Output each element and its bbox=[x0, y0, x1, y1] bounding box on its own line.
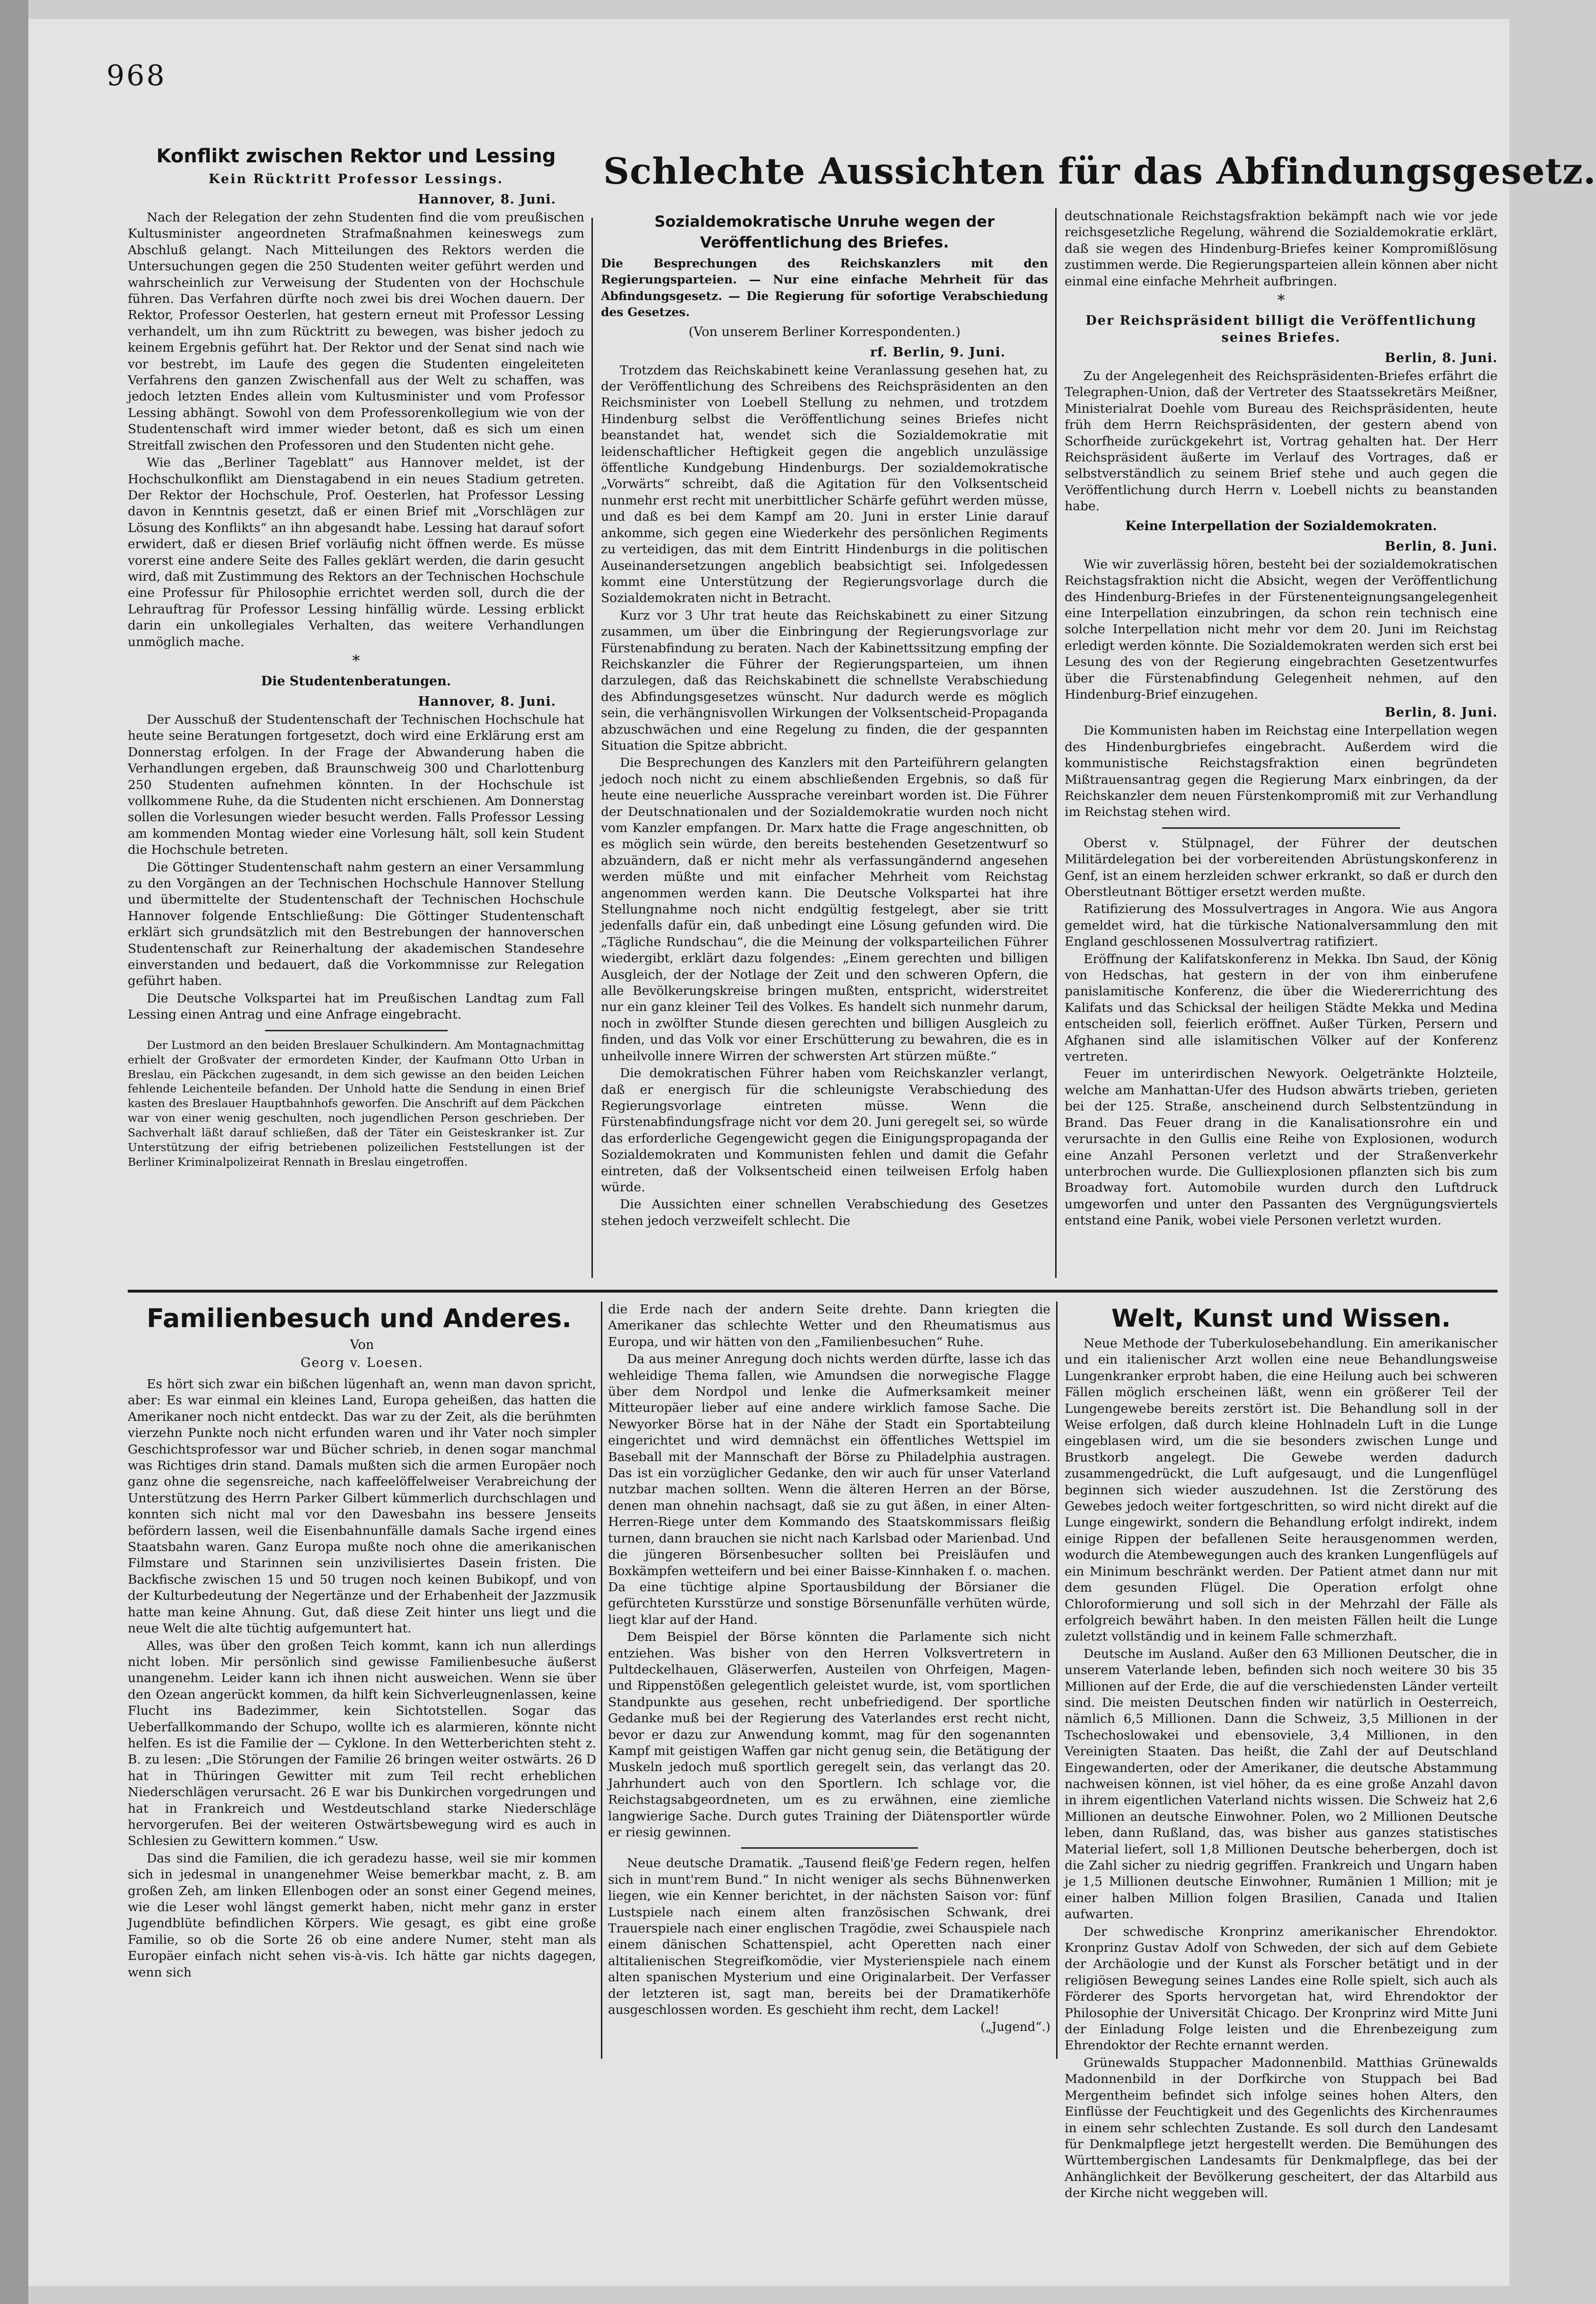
paragraph: Es hört sich zwar ein bißchen lügenhaft an, wenn man davon spricht, aber: Es war einmal ein kleines Land, Europa geheißen, das hatten die Amerikaner noch nicht entdeckt. Das war zu der Zeit, als die berühmten vierzehn Punkte noch nicht erfunden waren und ihr Vater noch simpler Geschichtsprofessor war und Bücher schrieb, in denen sogar manchmal was Richtiges drin stand. Damals mußten sich die armen Europäer noch ganz ohne die segensreiche, nach kaffeelöffelweiser Verabreichung der Unterstützung des Herrn Parker Gilbert kümmerlich durchschlagen und konnten sich nicht mal vor den Dawesbahn ins bessere Jenseits befördern lassen, weil die Eisenbahnunfälle damals Sache irgend eines Staatsbahn waren. Ganz Europa mußte noch ohne die amerikanischen Filmstare und Starinnen sein unzivilisiertes Dasein fristen. Die Backfische zwischen 15 und 50 trugen noch keinen Bubikopf, und von der Kulturbedeutung der Negertänze und der Erhabenheit der Jazzmusik hatte man keine Ahnung. Gut, daß diese Zeit hinter uns liegt und die neue Welt die alte tüchtig aufgemuntert hat. bbox=[128, 1377, 596, 1636]
dateline-berlin-2: Berlin, 8. Juni. bbox=[1384, 539, 1498, 554]
feuilleton-item: Neue deutsche Dramatik. „Tausend fleiß'ge Federn regen, helfen sich in munt'rem Bund.“ In nicht weniger als sechs Bühnenwerken liegen, wie ein Kenner berichtet, in der nächsten Saison vor: fünf Lustspiele nach einem alten französischen Schwank, drei Trauerspiele nach einer englischen Tragödie, zwei Schauspiele nach einem dänischen Schattenspiel, acht Operetten nach einer altitalienischen Stegreifkomödie, vier Mysterienspiele nach einem alten spanischen Mysterium und eine Originalarbeit. Der Verfasser der letzteren ist, sagt man, bereits bei der Dramatikerhöfe ausgeschlossen worden. Es geschieht ihm recht, dem Lackel! bbox=[608, 1856, 1050, 2018]
dateline-hannover: Hannover, 8. Juni. bbox=[418, 192, 556, 207]
paragraph: Zu der Angelegenheit des Reichspräsidenten-Briefes erfährt die Telegraphen-Union, daß der Vertreter des Staatssekretärs Meißner, Ministerialrat Doehle vom Bureau des Reichspräsidenten, heute früh dem Herrn Reichspräsidenten, der gestern abend von Schorfheide zurückgekehrt ist, Vortrag gehalten hat. Der Herr Reichspräsident äußerte im Verlauf des Vortrages, daß er selbstverständlich zu seinem Brief stehe und auch gegen die Veröffentlichung durch Herrn v. Loebell nichts zu beanstanden habe. bbox=[1065, 369, 1498, 514]
column-rule bbox=[601, 1302, 602, 2059]
source-signature: („Jugend“.) bbox=[980, 2020, 1050, 2035]
dateline-hannover-2: Hannover, 8. Juni. bbox=[418, 694, 556, 709]
dateline-berlin: rf. Berlin, 9. Juni. bbox=[870, 345, 1005, 360]
column-rule bbox=[1056, 1302, 1058, 2059]
paragraph: Wie wir zuverlässig hören, besteht bei der sozialdemokratischen Reichstagsfraktion nicht die Absicht, wegen der Veröffentlichung des Hindenburg-Briefes in der Fürstenenteignungsangelegenheit eine Interpellation einzubringen, da schon rein technisch eine solche Interpellation nicht mehr vor dem 20. Juni im Reichstag erledigt werden könnte. Die Sozialdemokraten werden sich erst bei Lesung des von der Regierung eingebrachten Gesetzentwurfes über die Fürstenabfindung Gelegenheit nehmen, auf den Hindenburg-Brief einzugehen. bbox=[1065, 557, 1498, 702]
subhead-reichspraesident: Der Reichspräsident billigt die Veröffentlichung seines Briefes. bbox=[1085, 313, 1477, 346]
paragraph: Der Ausschuß der Studentenschaft der Technischen Hochschule hat heute seine Beratungen fortgesetzt, doch wird eine Erklärung erst am Donnerstag erfolgen. In der Frage der Abwanderung haben die Verhandlungen ergeben, daß Braunschweig 300 und Charlottenburg 250 Studenten aufnehmen könnten. In der Hochschule ist vollkommene Ruhe, da die Studenten nicht erschienen. Am Donnerstag sollen die Vorlesungen wieder besucht werden. Falls Professor Lessing am kommenden Montag wieder eine Vorlesung hält, soll kein Student die Hochschule betreten. bbox=[128, 712, 584, 858]
column-top-right bbox=[1065, 208, 1498, 1278]
section-star: * bbox=[352, 651, 360, 670]
subhead-keine-interpellation: Keine Interpellation der Sozialdemokraten. bbox=[1125, 518, 1437, 533]
paragraph: Wie das „Berliner Tageblatt“ aus Hannover meldet, ist der Hochschulkonflikt am Dienstagabend in ein neues Stadium getreten. Der Rektor der Hochschule, Prof. Oesterlen, hat Professor Lessing davon in Kenntnis gesetzt, daß er einen Brief mit „Vorschlägen zur Lösung des Konflikts“ an ihn abgesandt habe. Lessing hat darauf sofort erwidert, daß er diesen Brief vorläufig nicht öffnen werde. Es müsse vorerst eine andere Seite des Falles geklärt werden, die darin gesucht wird, daß mit Zustimmung des Rektors an der Technischen Hochschule eine Professur für Philosophie errichtet werden soll, durch die der Lehrauftrag für Professor Lessing hinfällig würde. Lessing erblickt darin ein unkollegiales Verhalten, das weitere Verhandlungen unmöglich mache. bbox=[128, 455, 584, 649]
paragraph: die Erde nach der andern Seite drehte. Dann kriegten die Amerikaner das schlechte Wetter und den Rheumatismus aus Europa, und wir hätten von den „Familienbesuchen“ Ruhe. bbox=[608, 1302, 1050, 1349]
headline-familienbesuch: Familienbesuch und Anderes. bbox=[147, 1303, 572, 1333]
column-top-main bbox=[601, 208, 1048, 1278]
column-top-left bbox=[128, 144, 584, 1276]
author-von: Von bbox=[350, 1338, 374, 1352]
paragraph: Die demokratischen Führer haben vom Reichskanzler verlangt, daß er energisch für die schleunigste Verabschiedung des Regierungsvorlage eintreten müsse. Wenn die Fürstenabfindungsfrage nicht vor dem 20. Juni geregelt sei, so würde das erforderliche Gegengewicht gegen die Einigungspropaganda der Sozialdemokraten und Kommunisten fehlen und damit die Gefahr eintreten, daß der Volksentscheid einen teilweisen Erfolg haben würde. bbox=[601, 1066, 1048, 1195]
headline-welt-kunst-wissen: Welt, Kunst und Wissen. bbox=[1111, 1304, 1451, 1333]
paragraph: Trotzdem das Reichskabinett keine Veranlassung gesehen hat, zu der Veröffentlichung des Schreibens des Reichspräsidenten an den Reichsminister von Loebell Stellung zu nehmen, und trotzdem Hindenburg selbst die Veröffentlichung seines Briefes nicht beanstandet hat, wendet sich die Sozialdemokratie mit leidenschaftlicher Heftigkeit gegen die angeblich unzulässige öffentliche Kundgebung Hindenburgs. Der sozialdemokratische „Vorwärts“ schreibt, daß die Agitation für den Volksentscheid nunmehr erst recht mit unerbittlicher Schärfe geführt werden müsse, und daß es bei dem Kampf am 20. Juni in erster Linie darauf ankomme, sich gegen eine Wiederkehr des persönlichen Regiments zu verteidigen, das mit dem Eintritt Hindenburgs in die politischen Auseinandersetzungen angeblich beabsichtigt sei. Infolgedessen kommt eine Unterstützung der Regierungsvorlage durch die Sozialdemokraten nicht in Betracht. bbox=[601, 363, 1048, 606]
paragraph: Der schwedische Kronprinz amerikanischer Ehrendoktor. Kronprinz Gustav Adolf von Schweden, der sich auf dem Gebiete der Archäologie und der Kunst als Forscher betätigt und in der religiösen Bewegung seines Landes eine Rolle spielt, sich auch als Förderer des Sports hervorgetan hat, wird Ehrendoktor der Philosophie der Universität Chicago. Der Kronprinz wird Mitte Juni der Einladung Folge leisten und die Ehrenbezeigung zum Ehrendoktor der Rechte ernannt werden. bbox=[1065, 1924, 1498, 2053]
paragraph: Kurz vor 3 Uhr trat heute das Reichskabinett zu einer Sitzung zusammen, um über die Einbringung der Regierungsvorlage zur Fürstenabfindung zu beraten. Nach der Kabinettssitzung empfing der Reichskanzler die Führer der Regierungsparteien, um ihnen darzulegen, daß das Reichskabinett die schnellste Verabschiedung des Abfindungsgesetzes wünscht. Nur dadurch werde es möglich sein, die verhängnisvollen Wirkungen der Volksentscheid-Propaganda abzuschwächen und eine Regelung zu finden, die der gespannten Situation die Spitze abbricht. bbox=[601, 608, 1048, 753]
subhead-kein-ruecktritt: Kein Rücktritt Professor Lessings. bbox=[208, 172, 504, 186]
paragraph: Alles, was über den großen Teich kommt, kann ich nun allerdings nicht loben. Mir persönlich sind gewisse Familienbesuche äußerst unangenehm. Leider kann ich ihnen nicht ausweichen. Wenn sie über den Ozean angerückt kommen, da hilft kein Sichverleugnenlassen, keine Flucht ins Badezimmer, kein Sichtotstellen. Sogar das Ueberfallkommando der Schupo, wollte ich es alarmieren, könnte nicht helfen. Es ist die Familie der — Cyklone. In den Wetterberichten steht z. B. zu lesen: „Die Störungen der Familie 26 bringen weiter ostwärts. 26 D hat in Thüringen Gewitter mit zum Teil recht erheblichen Niederschlägen verursacht. 26 E war bis Dunkirchen vorgedrungen und hat in Frankreich und Westdeutschland starke Niederschläge hervorgerufen. Bei der weiteren Ostwärtsbewegung wird es auch in Schlesien zu Gewittern kommen.“ Usw. bbox=[128, 1638, 596, 1849]
paragraph: deutschnationale Reichstagsfraktion bekämpft nach wie vor jede reichsgesetzliche Regelung, während die Sozialdemokratie erklärt, daß sie wegen des Hindenburg-Briefes keiner Kompromißlösung zustimmen werde. Die Regierungsparteien allein können aber nicht einmal eine einfache Mehrheit aufbringen. bbox=[1065, 209, 1498, 289]
paragraph: Da aus meiner Anregung doch nichts werden dürfte, lasse ich das wehleidige Thema fallen, wie Amundsen die norwegische Flagge über dem Nordpol und lenke die Aufmerksamkeit meiner Mitteuropäer lieber auf eine andere wirklich famose Sache. Die Newyorker Börse hat in der Nähe der Stadt ein Sportabteilung eingerichtet und wird demnächst ein öffentliches Wettspiel im Baseball mit der Mannschaft der Börse zu Philadelphia austragen. Das ist ein vorzüglicher Gedanke, den wir auch für unser Vaterland nutzbar machen sollten. Wenn die älteren Herren an der Börse, denen man ohnehin nachsagt, daß sie zu gut äßen, in einer Alten-Herren-Riege unter dem Kommando des Staatskommissars fleißig turnen, dann brauchen sie nicht nach Karlsbad oder Marienbad. Und die jüngeren Börsenbesucher sollten bei Preisläufen und Boxkämpfen wetteifern und bei einer Baisse-Kinnhaken f. o. machen. Da eine tüchtige alpine Sportausbildung der Börsianer die gefürchteten Kursstürze und sonstige Börsenunfälle verhüten würde, liegt klar auf der Hand. bbox=[608, 1352, 1050, 1627]
paragraph: Die Aussichten einer schnellen Verabschiedung des Gesetzes stehen jedoch verzweifelt schlecht. Die bbox=[601, 1197, 1048, 1228]
page-number: 968 bbox=[106, 59, 167, 92]
paragraph: Die Besprechungen des Kanzlers mit den Parteiführern gelangten jedoch noch nicht zu einem abschließenden Ergebnis, so daß für heute eine neuerliche Aussprache vereinbart worden ist. Die Führer der Deutschnationalen und der Sozialdemokratie wurden noch nicht vom Kanzler empfangen. Dr. Marx hatte die Frage angeschnitten, ob es möglich sein würde, den bereits bestehenden Gesetzentwurf so abzuändern, daß er nicht mehr als verfassungändernd angesehen werden müßte und mit einfacher Mehrheit vom Reichstag angenommen werden kann. Die Deutsche Volkspartei hat ihre Stellungnahme noch nicht endgültig festgelegt, aber sie tritt jedenfalls dafür ein, daß unbedingt eine Lösung gefunden wird. Die „Tägliche Rundschau“, die die Meinung der volksparteilichen Führer wiedergibt, erklärt dazu folgendes: „Einem gerechten und billigen Ausgleich, der der Notlage der Zeit und den schweren Opfern, die alle Bevölkerungskreise bringen mußten, entspricht, widerstreitet nur ein ganz kleiner Teil des Volkes. Es handelt sich nunmehr darum, noch in zwölfter Stunde diesen gerechten und billigen Ausgleich zu finden, und das Volk vor einer Erschütterung zu bewahren, die es in unheilvolle innere Wirren der schwersten Art stürzen müßte.“ bbox=[601, 755, 1048, 1063]
paragraph-lustmord: Der Lustmord an den beiden Breslauer Schulkindern. Am Montagnachmittag erhielt der Großvater der ermordeten Kinder, der Kaufmann Otto Urban in Breslau, ein Päckchen zugesandt, in dem sich gewisse an den beiden Leichen fehlende Leichenteile befanden. Der Unhold hatte die Sendung in einen Brief kasten des Breslauer Hauptbahnhofs geworfen. Die Anschrift auf dem Päckchen war von einer wenig geschulten, noch jugendlichen Person geschrieben. Der Sachverhalt läßt darauf schließen, daß der Täter ein Geisteskranker ist. Zur Unterstützung der eifrig betriebenen polizeilichen Feststellungen ist der Berliner Kriminalpolizeirat Rennath in Breslau eingetroffen. bbox=[128, 1038, 584, 1169]
paragraph: Grünewalds Stuppacher Madonnenbild. Matthias Grünewalds Madonnenbild in der Dorfkirche von Stuppach bei Bad Mergentheim befindet sich infolge seines hohen Alters, den Einflüsse der Feuchtigkeit und des Gegenlichts des Kirchenraumes in einem sehr schlechten Zustande. Es soll durch den Landesamt für Denkmalpflege jetzt hergestellt werden. Die Bemühungen des Württembergischen Landesamts für Denkmalpflege, das bei der Anhänglichkeit der Bevölkerung gescheitert, der das Altarbild aus der Kirche nicht weggeben will. bbox=[1065, 2055, 1498, 2201]
byline: (Von unserem Berliner Korrespondenten.) bbox=[688, 324, 961, 339]
column-rule bbox=[591, 218, 593, 1278]
author-name: Georg v. Loesen. bbox=[300, 1356, 423, 1370]
paragraph: Das sind die Familien, die ich geradezu hasse, weil sie mir kommen sich in jedesmal in unangenehmer Weise bemerkbar macht, z. B. am großen Zeh, am linken Ellenbogen oder an sonst einer Gegend meines, wie die Leser wohl längst gemerkt haben, nicht mehr ganz in erster Jugendblüte befindlichen Körpers. Wie gesagt, es gibt eine große Familie, so ob die Sorte 26 ob eine andere Numer, steht man als Europäer einfach nicht sehen vis-à-vis. Ich hätte gar nichts dagegen, wenn sich bbox=[128, 1851, 596, 1980]
separator-line bbox=[741, 1847, 918, 1849]
newspaper-page bbox=[28, 19, 1596, 2286]
headline-konflikt: Konflikt zwischen Rektor und Lessing bbox=[156, 145, 556, 167]
section-divider bbox=[128, 1290, 1498, 1293]
paragraph: Dem Beispiel der Börse könnten die Parlamente sich nicht entziehen. Was bisher von den Herren Volksvertretern in Pultdeckelhauen, Gläserwerfen, Austeilen von Ohrfeigen, Magen- und Rippenstößen gelegentlich geleistet wurde, ist, vom sportlichen Standpunkte aus gesehen, recht unbefriedigend. Der sportliche Gedanke muß bei der Regierung des Vaterlandes erst recht nicht, bevor er dazu zur Anwendung kommt, mag für den sogenannten Kampf mit geistigen Waffen gar nicht genug sein, die Betätigung der Muskeln jedoch muß sportlich geregelt sein, das verlangt das 20. Jahrhundert auch von den Sportlern. Ich schlage vor, die Reichstagsabgeordneten, um es zu erwähnen, eine ziemliche langwierige Sache. Durch gutes Training der Diätensportler würde er riesig gewinnen. bbox=[608, 1630, 1050, 1840]
scan-left-edge bbox=[0, 0, 28, 2304]
column-rule bbox=[1055, 208, 1057, 1278]
paragraph: Neue Methode der Tuberkulosebehandlung. Ein amerikanischer und ein italienischer Arzt wollen eine neue Behandlungsweise Lungenkranker erprobt haben, die eine Heilung auch bei schweren Fällen möglich erscheinen läßt, wenn ein größerer Teil der Lungengewebe bereits zerstört ist. Die Behandlung soll in der Weise erfolgen, daß durch kleine Hohlnadeln Luft in die Lunge eingeblasen wird, um die sie besonders zwischen Lunge und Brustkorb angelegt. Die Gewebe werden dadurch zusammengedrückt, die Luft aufgesaugt, und die Lungenflügel beginnen sich wieder auszudehnen. Ist die Zerstörung des Gewebes jedoch weiter fortgeschritten, so wird nicht direkt auf die Lunge eingewirkt, sondern die Behandlung erfolgt indirekt, indem einige Rippen der befallenen Seite herausgenommen werden, wodurch die Atembewegungen auch des kranken Lungenflügels auf ein Minimum beschränkt werden. Der Patient atmet dann nur mit dem gesunden Flügel. Die Operation erfolgt ohne Chloroformierung und soll sich in der Mehrzahl der Fälle als erfolgreich bewährt haben. In den meisten Fällen heilt die Lunge zuletzt vollständig und in keinem Falle schmerzhaft. bbox=[1065, 1336, 1498, 1644]
dateline-berlin-3: Berlin, 8. Juni. bbox=[1384, 705, 1498, 720]
section-star: * bbox=[1277, 291, 1285, 310]
separator-line bbox=[265, 1030, 448, 1031]
column-bottom-right bbox=[1065, 1302, 1498, 2201]
news-item: Feuer im unterirdischen Newyork. Oelgetränkte Holzteile, welche am Manhattan-Ufer des Hudson abwärts trieben, gerieten bei der 125. Straße, anscheinend durch Selbstentzündung in Brand. Das Feuer drang in die Kanalisationsrohre ein und verursachte in den Gullis eine Reihe von Explosionen, wodurch eine Anzahl Personen verletzt und der Straßenverkehr unterbrochen wurde. Die Gulliexplosionen pflanzten sich bis zum Broadway fort. Automobile wurden durch den Luftdruck umgeworfen und unter den Passanten des Vergnügungsviertels entstand eine Panik, wobei viele Personen verletzt wurden. bbox=[1065, 1066, 1498, 1228]
column-bottom-left bbox=[128, 1302, 596, 2068]
deck-text: Die Besprechungen des Reichskanzlers mit den Regierungsparteien. — Nur eine einfache Mehrheit für das Abfindungsgesetz. — Die Regierung für sofortige Verabschiedung des Gesetzes. bbox=[601, 257, 1048, 319]
news-item: Ratifizierung des Mossulvertrages in Angora. Wie aus Angora gemeldet wird, hat die türkische Nationalversammlung den mit England geschlossenen Mossulvertrag ratifiziert. bbox=[1065, 902, 1498, 949]
paragraph: Die Göttinger Studentenschaft nahm gestern an einer Versammlung zu den Vorgängen an der Technischen Hochschule Hannover Stellung und übermittelte der Studentenschaft der Technischen Hochschule Hannover folgende Entschließung: Die Göttinger Studentenschaft erklärt sich grundsätzlich mit den Bestrebungen der hannoverschen Studentenschaft zur Reinerhaltung der akademischen Standesehre einverstanden und bedauert, daß die Vorkommnisse zur Relegation geführt haben. bbox=[128, 860, 584, 989]
news-item: Oberst v. Stülpnagel, der Führer der deutschen Militärdelegation bei der vorbereitenden Abrüstungskonferenz in Genf, ist an einem herzleiden schwer erkrankt, so daß er durch den Oberstleutnant Böttiger ersetzt werden mußte. bbox=[1065, 835, 1498, 899]
dateline-berlin-1: Berlin, 8. Juni. bbox=[1384, 351, 1498, 366]
banner-headline: Schlechte Aussichten für das Abfindungsgesetz. bbox=[603, 150, 1596, 192]
news-item: Eröffnung der Kalifatskonferenz in Mekka. Ibn Saud, der König von Hedschas, hat gestern in der von ihm einberufene panislamitische Konferenz, die über die Wiedererrichtung des Kalifats und das Schicksal der heiligen Städte Mekka und Medina entscheiden soll, feierlich eröffnet. Außer Türken, Persern und Afghanen sind alle islamitischen Völker auf der Konferenz vertreten. bbox=[1065, 951, 1498, 1064]
column-bottom-middle bbox=[608, 1302, 1050, 2068]
subhead-sozialdemokratische-unruhe: Sozialdemokratische Unruhe wegen der Veröffentlichung des Briefes. bbox=[654, 213, 995, 251]
separator-line bbox=[1162, 827, 1400, 829]
paragraph: Nach der Relegation der zehn Studenten find die vom preußischen Kultusminister angeordneten Strafmaßnahmen keineswegs zum Abschluß gelangt. Nach Mitteilungen des Rektors werden die Untersuchungen gegen die 250 Studenten weiter geführt werden und wahrscheinlich zur Verweisung der Studenten von der Hochschule führen. Das Verfahren dürfte noch zwei bis drei Wochen dauern. Der Rektor, Professor Oesterlen, hat gestern erneut mit Professor Lessing verhandelt, um ihn zum Rücktritt zu bewegen, was bisher jedoch zu keinem Ergebnis geführt hat. Der Rektor und der Senat sind nach wie vor bestrebt, im Laufe des gegen die Studenten eingeleiteten Verfahrens den ganzen Zwischenfall aus der Welt zu schaffen, was jedoch letzten Endes allein vom Kultusminister und vom Professor Lessing abhängt. Sowohl von dem Professorenkollegium wie von der Studentenschaft wird immer wieder betont, daß es sich um einen Streitfall zwischen den Professoren und den Studenten nicht gehe. bbox=[128, 210, 584, 453]
paragraph: Die Deutsche Volkspartei hat im Preußischen Landtag zum Fall Lessing einen Antrag und eine Anfrage eingebracht. bbox=[128, 991, 584, 1022]
paragraph: Deutsche im Ausland. Außer den 63 Millionen Deutscher, die in unserem Vaterlande leben, befinden sich noch weitere 30 bis 35 Millionen auf der Erde, die auf die verschiedensten Länder verteilt sind. Die meisten Deutschen finden wir natürlich in Oesterreich, nämlich 6,5 Millionen. Dann die Schweiz, 3,5 Millionen in der Tschechoslowakei und ebensoviele, 3,4 Millionen, in den Vereinigten Staaten. Das heißt, die Zahl der auf Deutschland Eingewanderten, oder der Amerikaner, die deutsche Abstammung nachweisen können, ist viel höher, da es eine große Anzahl davon in ihrem eigentlichen Vaterland nichts wissen. Die Schweiz hat 2,6 Millionen an deutsche Einwohner. Polen, wo 2 Millionen Deutsche leben, dann Rußland, das, was bisher aus ganzes statistisches Material liefert, soll 1,8 Millionen Deutsche beherbergen, doch ist die Zahl sicher zu niedrig gegriffen. Frankreich und Ungarn haben je 1,5 Millionen deutsche Einwohner, Rumänien 1 Million; mit je einer halben Million folgen Brasilien, Canada und Italien aufwarten. bbox=[1065, 1646, 1498, 1922]
subhead-studentenberatungen: Die Studentenberatungen. bbox=[261, 673, 451, 689]
paragraph: Die Kommunisten haben im Reichstag eine Interpellation wegen des Hindenburgbriefes eingebracht. Außerdem wird die kommunistische Reichstagsfraktion einen begründeten Mißtrauensantrag gegen die Regierung Marx einbringen, da der Reichskanzler dem neuen Fürstenkompromiß mit zur Verhandlung im Reichstag stehen wird. bbox=[1065, 723, 1498, 820]
